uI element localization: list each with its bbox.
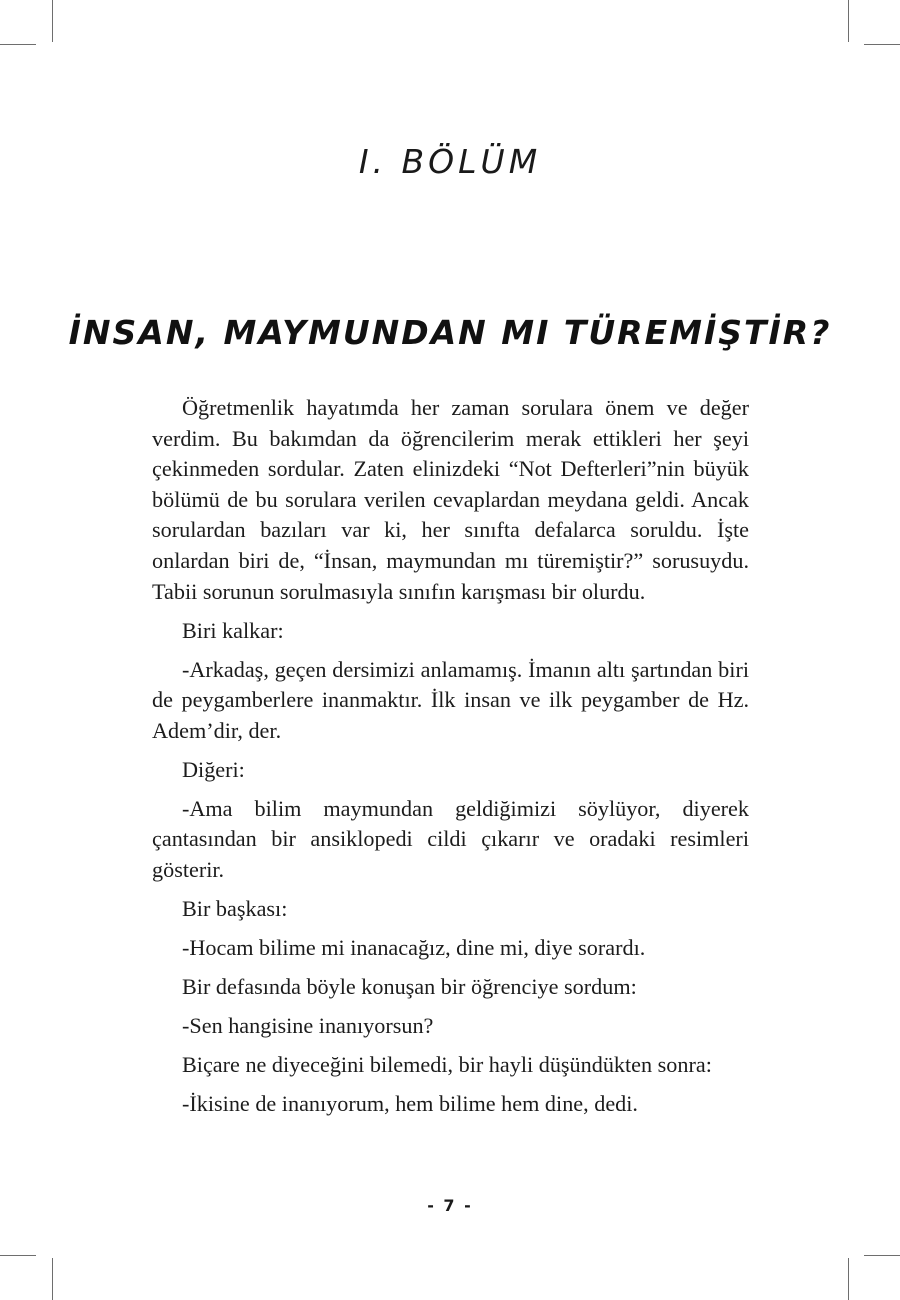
paragraph: Biçare ne diyeceğini bilemedi, bir hayli düşündükten sonra:: [182, 1051, 712, 1077]
paragraph: -Ama bilim maymundan geldiğimizi söylüyor, diyerek çantasından bir ansiklopedi cildi çıkarır ve oradaki resimleri gösterir.: [152, 795, 749, 882]
paragraph: Diğeri:: [182, 756, 245, 782]
crop-mark-top-right-horizontal: [864, 44, 900, 45]
crop-mark-bottom-right-horizontal: [864, 1255, 900, 1256]
page-number: - 7 -: [427, 1196, 473, 1215]
paragraph: Bir defasında böyle konuşan bir öğrenciye sordum:: [182, 973, 637, 999]
paragraph: Bir başkası:: [182, 895, 288, 921]
paragraph: Öğretmenlik hayatımda her zaman sorulara önem ve değer verdim. Bu bakımdan da öğrencilerim merak ettikleri her şeyi çekinmeden sordular. Zaten elinizdeki “Not Defterleri”nin büyük bölümü de bu sorulara verilen cevaplardan meydana geldi. Ancak sorulardan bazıları var ki, her sınıfta defalarca soruldu. İşte onlardan biri de, “İnsan, maymundan mı türemiştir?” sorusuydu. Tabii sorunun sorulmasıyla sınıfın karışması bir olurdu.: [152, 395, 749, 604]
chapter-label: I. BÖLÜM: [358, 142, 542, 181]
chapter-title: İNSAN, MAYMUNDAN MI TÜREMİŞTİR?: [68, 313, 832, 352]
paragraph: -Hocam bilime mi inanacağız, dine mi, diye sorardı.: [182, 934, 646, 960]
crop-mark-top-left-vertical: [52, 0, 53, 42]
crop-mark-bottom-left-horizontal: [0, 1255, 36, 1256]
paragraph: -Sen hangisine inanıyorsun?: [182, 1012, 434, 1038]
crop-mark-top-left-horizontal: [0, 44, 36, 45]
paragraph: Biri kalkar:: [182, 617, 284, 643]
body-text: [152, 393, 749, 1128]
crop-mark-bottom-left-vertical: [52, 1258, 53, 1300]
crop-mark-top-right-vertical: [848, 0, 849, 42]
crop-mark-bottom-right-vertical: [848, 1258, 849, 1300]
paragraph: -İkisine de inanıyorum, hem bilime hem dine, dedi.: [182, 1090, 638, 1116]
paragraph: -Arkadaş, geçen dersimizi anlamamış. İmanın altı şartından biri de peygamberlere inanmaktır. İlk insan ve ilk peygamber de Hz. Adem’dir, der.: [152, 656, 749, 743]
